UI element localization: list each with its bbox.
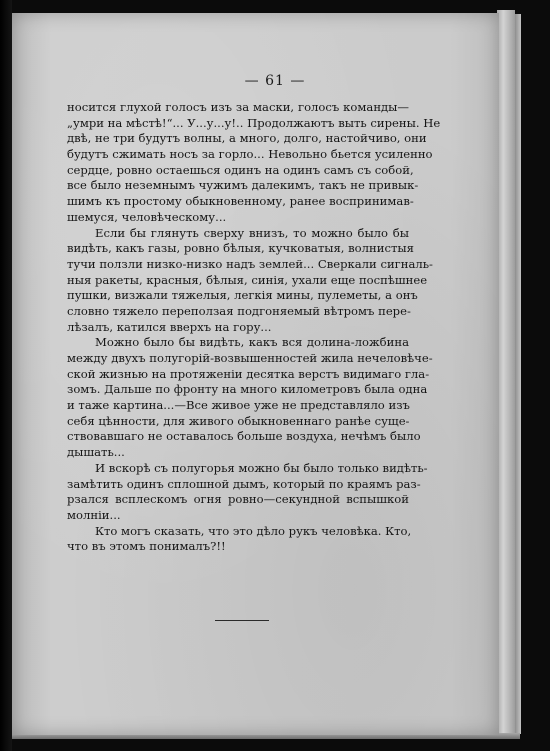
text-line: Кто могъ сказать, что это дѣло рукъ человѣка. Кто,: [95, 523, 412, 538]
page-edge-right: [497, 10, 515, 738]
text-line: ныя ракеты, красныя, бѣлыя, синія, ухали еще поспѣшнее: [67, 272, 428, 287]
text-line: будутъ сжимать носъ за горло... Невольно бьется усиленно: [67, 147, 433, 162]
paragraph: [67, 335, 433, 461]
text-line: дышать...: [67, 445, 125, 460]
text-line: шемуся, человѣческому...: [67, 209, 227, 224]
section-end-rule: [215, 620, 269, 621]
text-line: сердце, ровно остаешься одинъ на одинъ самъ съ собой,: [67, 162, 414, 177]
text-line: словно тяжело переползая подгоняемый вѣтромъ пере-: [67, 303, 411, 318]
text-line: ской жизнью на протяженіи десятка верстъ видимаго гла-: [67, 366, 430, 381]
paragraph: [67, 225, 433, 336]
text-line: носится глухой голосъ изъ за маски, голосъ команды—: [67, 100, 409, 114]
text-line: что въ этомъ понималъ?!!: [67, 539, 226, 554]
page-edge-right-outer: [515, 14, 521, 734]
text-line: замѣтить одинъ сплошной дымъ, который по краямъ раз-: [67, 476, 421, 491]
text-line: молніи...: [67, 507, 121, 522]
text-line: И вскорѣ съ полугорья можно бы было только видѣть-: [95, 460, 428, 475]
text-line: видѣть, какъ газы, ровно бѣлыя, кучковатыя, волнистыя: [67, 241, 414, 256]
text-line: и таже картина...—Все живое уже не представляло изъ: [67, 398, 410, 413]
text-line: „умри на мѣстѣ!“... У...у...у!.. Продолжаютъ выть сирены. Не: [67, 115, 441, 130]
text-line: двѣ, не три будутъ волны, а много, долго, настойчиво, они: [67, 131, 427, 146]
text-line: шимъ къ простому обыкновенному, ранее воспринимав-: [67, 194, 414, 209]
paragraph: [67, 100, 441, 226]
text-line: себя цѣнности, для живого обыкновеннаго ранѣе суще-: [67, 413, 410, 428]
text-line: между двухъ полугорій-возвышенностей жила нечеловѣче-: [67, 351, 433, 365]
text-line: зомъ. Дальше по фронту на много километровъ была одна: [67, 382, 428, 397]
text-line: рзался всплескомъ огня ровно—секундной вспышкой: [67, 492, 409, 507]
text-line: все было неземнымъ чужимъ далекимъ, такъ не привык-: [67, 178, 419, 193]
text-line: Можно было бы видѣть, какъ вся долина-ложбина: [95, 335, 409, 350]
paragraph: [67, 523, 412, 555]
text-line: тучи ползли низко-низко надъ землей... Сверкали сигналь-: [67, 256, 433, 271]
text-line: лѣзалъ, катился вверхъ на гору...: [67, 319, 272, 334]
text-line: Если бы глянуть сверху внизъ, то можно было бы: [95, 225, 409, 240]
page-number: — 61 —: [244, 73, 306, 89]
binding-shadow: [0, 0, 12, 751]
text-line: пушки, визжали тяжелыя, легкія мины, пулеметы, а онъ: [67, 288, 418, 303]
paragraph: [67, 460, 428, 524]
text-line: ствовавшаго не оставалось больше воздуха, нечѣмъ было: [67, 429, 421, 444]
body-text: [67, 100, 441, 555]
